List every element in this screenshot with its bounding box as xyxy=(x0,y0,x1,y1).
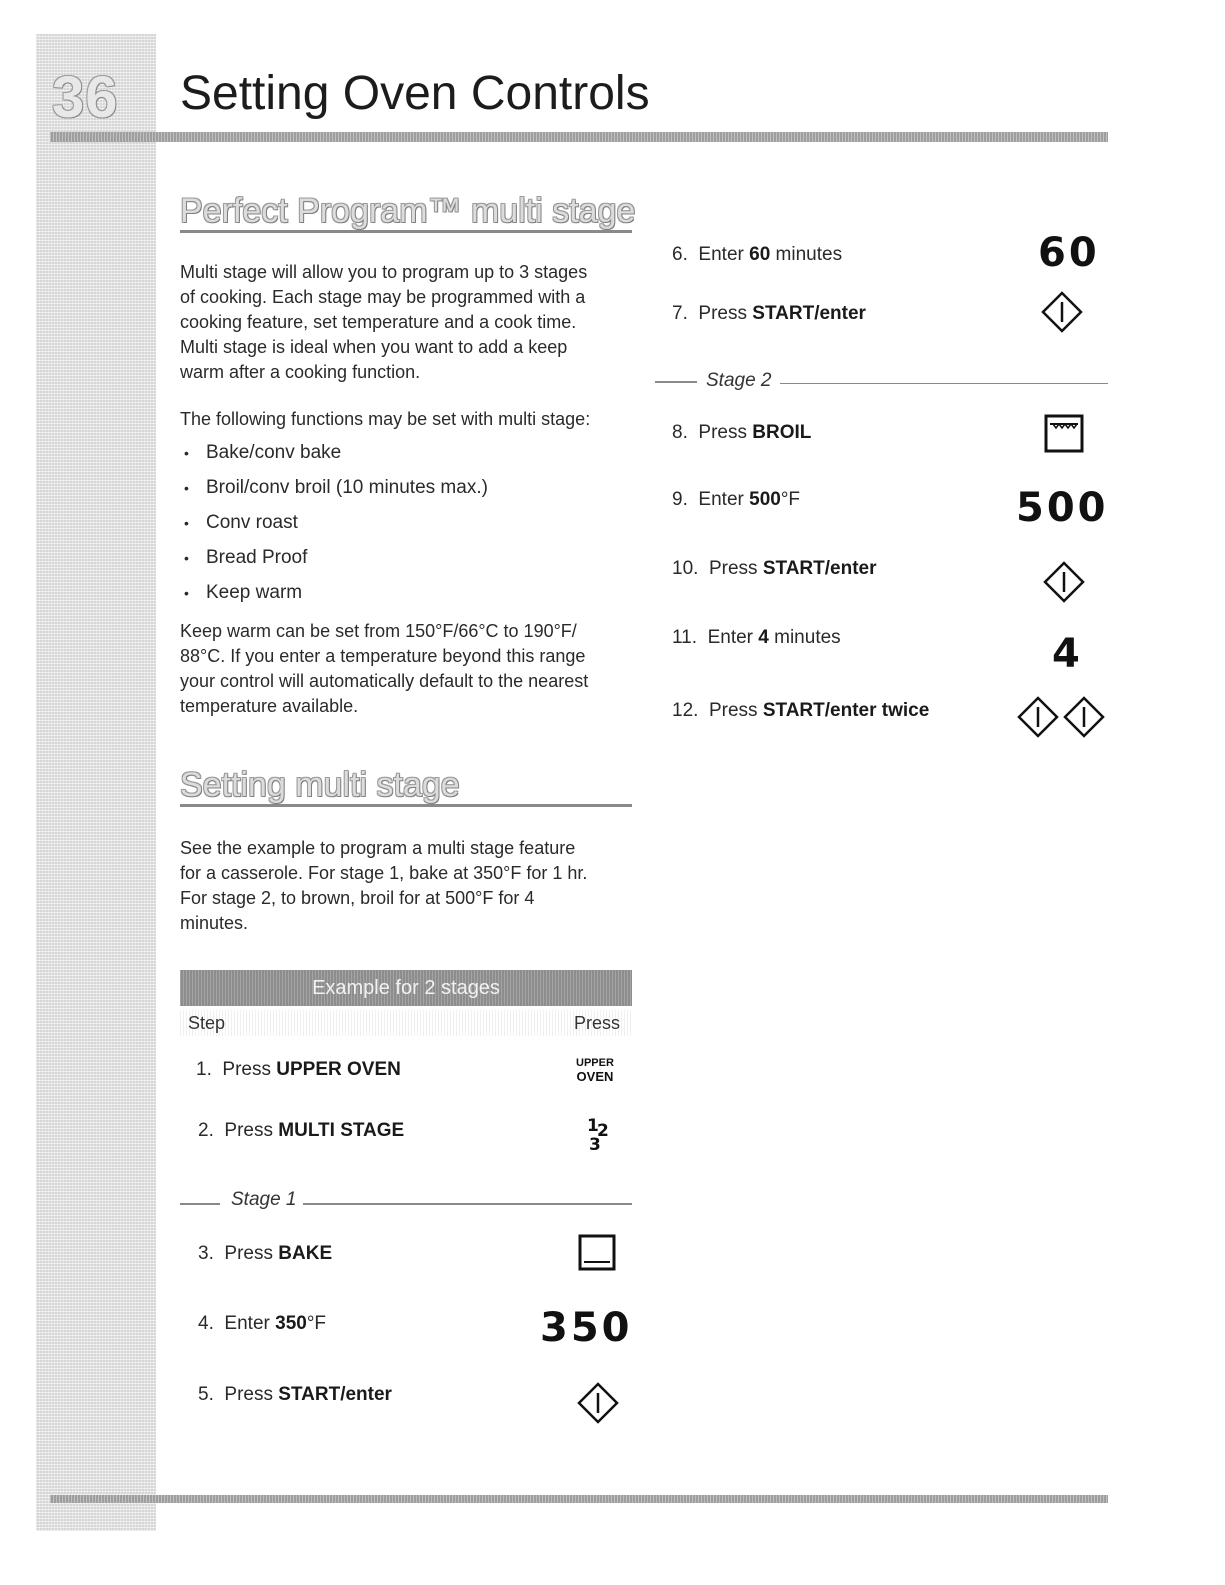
start-icon xyxy=(1040,290,1084,334)
step-row: 8. Press BROIL xyxy=(672,422,812,443)
intro-line: Multi stage is ideal when you want to add a keep xyxy=(180,337,568,357)
upper-oven-key: UPPER OVEN xyxy=(576,1057,614,1084)
step-row: 11. Enter 4 minutes xyxy=(672,627,841,648)
stage1-label: Stage 1 xyxy=(231,1189,297,1210)
example-column-header xyxy=(180,1010,632,1036)
setting-multi-heading: Setting multi stage xyxy=(180,766,460,804)
step-row: 6. Enter 60 minutes xyxy=(672,244,843,265)
list-item: • Conv roast xyxy=(180,510,488,545)
step-row: 10. Press START/enter xyxy=(672,558,877,579)
display-4: 4 xyxy=(1052,631,1083,677)
list-item: • Keep warm xyxy=(180,580,488,615)
svg-text:1: 1 xyxy=(587,1116,599,1136)
start-icon xyxy=(1016,695,1060,739)
setting-line: for a casserole. For stage 1, bake at 350°F for 1 hr. xyxy=(180,863,588,883)
stage2-label: Stage 2 xyxy=(706,370,772,391)
page-title: Setting Oven Controls xyxy=(180,67,650,120)
keep-warm-paragraph xyxy=(180,619,588,719)
intro-paragraph xyxy=(180,260,587,385)
page-number: 36 xyxy=(52,65,119,130)
display-60: 60 xyxy=(1038,230,1100,276)
step-row: 1. Press UPPER OVEN xyxy=(196,1059,401,1080)
display-350: 350 xyxy=(540,1305,633,1351)
start-icon xyxy=(576,1381,620,1425)
svg-text:3: 3 xyxy=(589,1135,601,1154)
intro-line: of cooking. Each stage may be programmed with a xyxy=(180,287,586,307)
setting-line: For stage 2, to brown, broil for at 500°F for 4 xyxy=(180,888,535,908)
perfect-program-heading: Perfect Program™ multi stage xyxy=(180,192,636,230)
step-row: 3. Press BAKE xyxy=(198,1243,333,1264)
list-item: • Bread Proof xyxy=(180,545,488,580)
list-item: • Broil/conv broil (10 minutes max.) xyxy=(180,475,488,510)
side-strip xyxy=(36,34,156,1531)
keep-warm-line: temperature available. xyxy=(180,696,359,716)
step-row: 2. Press MULTI STAGE xyxy=(198,1120,405,1141)
example-banner: Example for 2 stages xyxy=(180,970,632,1006)
functions-intro: The following functions may be set with multi stage: xyxy=(180,409,591,429)
start-icon xyxy=(1062,695,1106,739)
setting-multi-rule xyxy=(180,804,632,807)
header-rule xyxy=(50,132,1108,142)
press-column-label: Press xyxy=(573,1013,620,1033)
intro-line: cooking feature, set temperature and a cook time. xyxy=(180,312,577,332)
footer-rule xyxy=(50,1495,1108,1503)
bake-icon xyxy=(578,1234,618,1272)
intro-line: warm after a cooking function. xyxy=(180,362,421,382)
step-row: 4. Enter 350°F xyxy=(198,1313,327,1334)
keep-warm-line: your control will automatically default to the nearest xyxy=(180,671,589,691)
step-row: 12. Press START/enter twice xyxy=(672,700,930,721)
step-row: 9. Enter 500°F xyxy=(672,489,801,510)
multi-stage-icon xyxy=(582,1112,618,1154)
keep-warm-line: 88°C. If you enter a temperature beyond this range xyxy=(180,646,586,666)
stage1-rule-left xyxy=(180,1203,220,1205)
stage2-rule-right xyxy=(780,383,1108,384)
start-icon xyxy=(1042,560,1086,604)
perfect-program-rule xyxy=(180,230,632,233)
setting-multi-paragraph xyxy=(180,836,587,936)
broil-icon xyxy=(1044,414,1086,454)
setting-line: minutes. xyxy=(180,913,249,933)
functions-list xyxy=(180,440,488,615)
stage2-rule-left xyxy=(655,381,697,383)
display-500: 500 xyxy=(1016,485,1109,531)
stage1-rule-right xyxy=(303,1203,632,1205)
svg-text:2: 2 xyxy=(597,1121,609,1141)
step-row: 5. Press START/enter xyxy=(198,1384,392,1405)
step-row: 7. Press START/enter xyxy=(672,303,866,324)
setting-line: See the example to program a multi stage feature xyxy=(180,838,576,858)
keep-warm-line: Keep warm can be set from 150°F/66°C to 190°F/ xyxy=(180,621,577,641)
step-column-label: Step xyxy=(188,1013,226,1033)
list-item: • Bake/conv bake xyxy=(180,440,488,475)
intro-line: Multi stage will allow you to program up to 3 stages xyxy=(180,262,588,282)
